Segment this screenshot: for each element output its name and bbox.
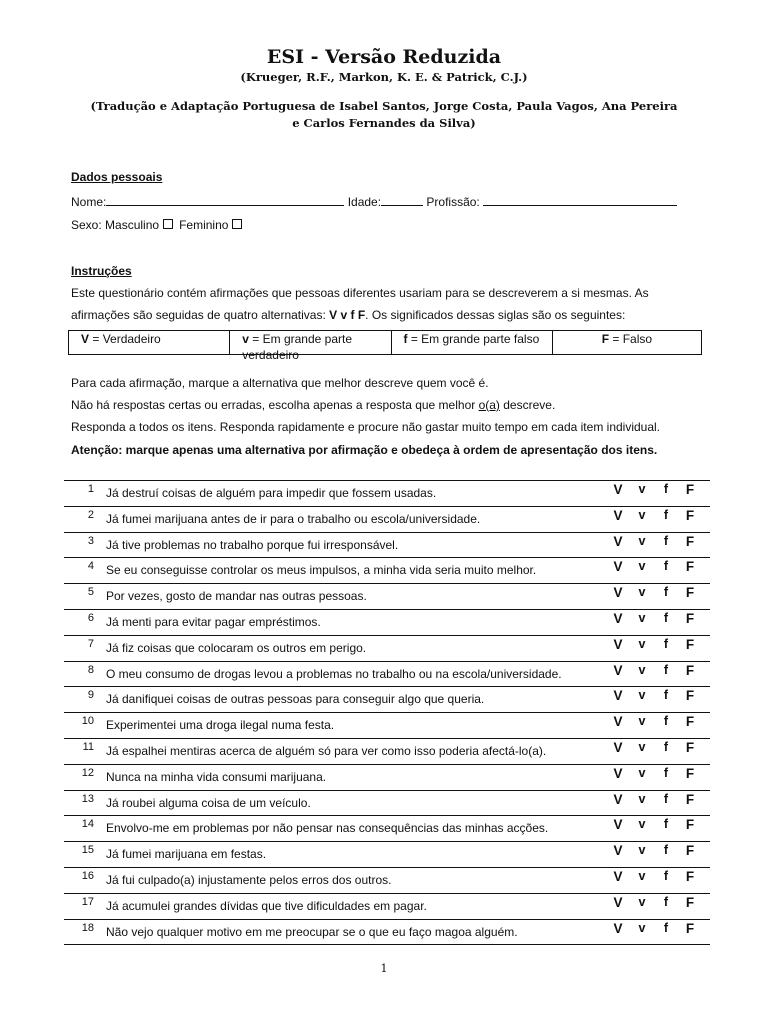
item-row bbox=[64, 713, 710, 739]
instructions-para-2-start: Não há respostas certas ou erradas, escolha apenas a resposta que melhor bbox=[71, 398, 479, 412]
option-V[interactable]: V bbox=[613, 920, 623, 936]
item-statement: O meu consumo de drogas levou a problemas no trabalho ou na escola/universidade. bbox=[106, 666, 562, 681]
item-row bbox=[64, 791, 710, 817]
option-f[interactable]: f bbox=[663, 714, 669, 729]
name-label: Nome: bbox=[71, 195, 107, 209]
item-statement: Por vezes, gosto de mandar nas outras pessoas. bbox=[106, 589, 367, 604]
item-number: 13 bbox=[81, 792, 94, 805]
item-number: 5 bbox=[87, 586, 94, 599]
item-options bbox=[606, 921, 702, 936]
option-f[interactable]: f bbox=[663, 507, 669, 522]
item-number: 11 bbox=[82, 740, 94, 753]
item-statement: Já fiz coisas que colocaram os outros em perigo. bbox=[106, 640, 367, 655]
option-v[interactable]: v bbox=[638, 559, 646, 574]
item-row bbox=[64, 584, 710, 610]
option-V[interactable]: V bbox=[613, 765, 623, 781]
option-F[interactable]: F bbox=[685, 533, 695, 549]
option-f[interactable]: f bbox=[663, 739, 669, 754]
option-f[interactable]: f bbox=[663, 765, 669, 780]
sex-row bbox=[71, 218, 248, 232]
item-statement: Nunca na minha vida consumi marijuana. bbox=[106, 769, 327, 784]
item-statement: Não vejo qualquer motivo em me preocupar se o que eu faço magoa alguém. bbox=[106, 924, 518, 939]
option-F[interactable]: F bbox=[685, 636, 695, 652]
name-age-profession-row bbox=[71, 194, 677, 209]
legend-cell-F bbox=[553, 331, 701, 354]
option-F[interactable]: F bbox=[685, 765, 695, 781]
option-F[interactable]: F bbox=[685, 585, 695, 601]
page-number: 1 bbox=[380, 962, 388, 975]
option-f[interactable]: f bbox=[663, 585, 669, 600]
option-V[interactable]: V bbox=[613, 662, 623, 678]
item-row bbox=[64, 765, 710, 791]
female-checkbox[interactable] bbox=[232, 219, 242, 229]
age-label: Idade: bbox=[347, 195, 382, 209]
option-v[interactable]: v bbox=[638, 610, 646, 625]
option-v[interactable]: v bbox=[638, 533, 646, 548]
item-statement: Já fui culpado(a) injustamente pelos erros dos outros. bbox=[106, 872, 392, 887]
option-v[interactable]: v bbox=[638, 482, 646, 496]
item-statement: Já destruí coisas de alguém para impedir que fossem usadas. bbox=[106, 486, 437, 500]
instructions-line-1: Este questionário contém afirmações que pessoas diferentes usariam para se descreverem a si mesmas. As bbox=[71, 286, 649, 300]
option-F[interactable]: F bbox=[685, 791, 695, 807]
option-f[interactable]: f bbox=[663, 868, 669, 883]
item-number: 6 bbox=[87, 611, 94, 624]
instructions-line-2-start: afirmações são seguidas de quatro alternativas: bbox=[71, 308, 330, 322]
option-f[interactable]: f bbox=[663, 817, 669, 832]
item-number: 16 bbox=[81, 869, 94, 882]
answer-legend bbox=[68, 330, 702, 362]
item-row bbox=[64, 533, 710, 559]
male-checkbox[interactable] bbox=[163, 219, 173, 229]
item-options bbox=[606, 714, 702, 729]
option-v[interactable]: v bbox=[638, 894, 646, 909]
attention-note: Atenção: marque apenas uma alternativa por afirmação e obedeça à ordem de apresentação dos itens. bbox=[71, 443, 658, 457]
option-V[interactable]: V bbox=[613, 533, 623, 549]
item-number: 8 bbox=[87, 663, 94, 676]
item-row bbox=[64, 481, 710, 507]
option-F[interactable]: F bbox=[685, 714, 695, 730]
option-V[interactable]: V bbox=[613, 636, 623, 652]
option-V[interactable]: V bbox=[613, 585, 623, 601]
option-V[interactable]: V bbox=[613, 894, 623, 910]
option-F[interactable]: F bbox=[685, 843, 695, 859]
option-f[interactable]: f bbox=[663, 610, 669, 625]
page-title: ESI - Versão Reduzida bbox=[266, 46, 502, 68]
option-V[interactable]: V bbox=[613, 868, 623, 884]
option-V[interactable]: V bbox=[613, 559, 623, 575]
option-F[interactable]: F bbox=[685, 507, 695, 523]
item-number: 12 bbox=[81, 766, 94, 779]
item-number: 3 bbox=[87, 534, 94, 547]
item-row bbox=[64, 636, 710, 662]
option-V[interactable]: V bbox=[613, 507, 623, 523]
option-V[interactable]: V bbox=[613, 817, 623, 833]
personal-data-heading: Dados pessoais bbox=[71, 170, 163, 184]
legend-key-V: V bbox=[81, 332, 90, 346]
option-V[interactable]: V bbox=[613, 610, 623, 626]
option-F[interactable]: F bbox=[685, 610, 695, 626]
legend-cell-V bbox=[69, 331, 230, 354]
item-options bbox=[606, 611, 702, 626]
item-options bbox=[606, 688, 702, 703]
option-V[interactable]: V bbox=[613, 714, 623, 730]
item-number: 4 bbox=[87, 560, 94, 573]
legend-text-f: = Em grande parte falso bbox=[407, 332, 540, 346]
item-statement: Experimentei uma droga ilegal numa festa. bbox=[106, 718, 335, 733]
item-options bbox=[606, 766, 702, 781]
legend-cell-v bbox=[230, 331, 391, 362]
profession-label: Profissão: bbox=[426, 195, 480, 209]
item-row bbox=[64, 739, 710, 765]
item-row bbox=[64, 507, 710, 533]
item-row bbox=[64, 662, 710, 688]
legend-key-f: f bbox=[403, 332, 408, 346]
option-V[interactable]: V bbox=[613, 739, 623, 755]
option-f[interactable]: f bbox=[663, 688, 669, 703]
item-options bbox=[606, 534, 702, 549]
item-statement: Envolvo-me em problemas por não pensar nas consequências das minhas acções. bbox=[106, 821, 549, 836]
option-F[interactable]: F bbox=[685, 894, 695, 910]
item-row bbox=[64, 868, 710, 894]
item-number: 10 bbox=[81, 715, 94, 728]
option-v[interactable]: v bbox=[638, 765, 646, 780]
profession-field[interactable] bbox=[483, 194, 677, 206]
option-f[interactable]: f bbox=[663, 533, 669, 548]
item-row bbox=[64, 842, 710, 868]
option-V[interactable]: V bbox=[613, 843, 623, 859]
item-options bbox=[606, 792, 702, 807]
instructions-line-2 bbox=[71, 308, 625, 322]
option-f[interactable]: f bbox=[663, 920, 669, 935]
option-v[interactable]: v bbox=[638, 585, 646, 600]
item-row bbox=[64, 894, 710, 920]
authors-line: (Krueger, R.F., Markon, K. E. & Patrick, C.J.) bbox=[240, 70, 528, 84]
option-F[interactable]: F bbox=[685, 920, 695, 936]
item-row bbox=[64, 920, 710, 946]
female-label: Feminino bbox=[179, 218, 229, 232]
item-options bbox=[606, 895, 702, 910]
option-V[interactable]: V bbox=[613, 791, 623, 807]
option-v[interactable]: v bbox=[638, 662, 646, 677]
item-statement: Já menti para evitar pagar empréstimos. bbox=[106, 614, 321, 629]
item-options bbox=[606, 585, 702, 600]
item-options bbox=[606, 817, 702, 832]
option-f[interactable]: f bbox=[663, 559, 669, 574]
option-f[interactable]: f bbox=[663, 791, 669, 806]
option-v[interactable]: v bbox=[638, 714, 646, 729]
instructions-para-2-underlined: o(a) bbox=[478, 398, 500, 412]
item-row bbox=[64, 816, 710, 842]
option-v[interactable]: v bbox=[638, 739, 646, 754]
option-F[interactable]: F bbox=[685, 559, 695, 575]
option-v[interactable]: v bbox=[638, 636, 646, 651]
item-number: 2 bbox=[87, 508, 94, 521]
questionnaire-items bbox=[64, 480, 710, 945]
option-v[interactable]: v bbox=[638, 688, 646, 703]
alternatives-code: V v f F bbox=[329, 308, 366, 322]
legend-text-v: = Em grande parte verdadeiro bbox=[242, 332, 352, 362]
option-f[interactable]: f bbox=[663, 894, 669, 909]
item-row bbox=[64, 558, 710, 584]
item-statement: Já tive problemas no trabalho porque fui irresponsável. bbox=[106, 537, 399, 552]
option-F[interactable]: F bbox=[685, 868, 695, 884]
age-field[interactable] bbox=[381, 194, 423, 206]
option-f[interactable]: f bbox=[663, 482, 669, 496]
item-options bbox=[606, 869, 702, 884]
sex-label: Sexo: bbox=[71, 218, 102, 232]
option-v[interactable]: v bbox=[638, 920, 646, 935]
legend-text-V: = Verdadeiro bbox=[89, 332, 161, 346]
instructions-para-1: Para cada afirmação, marque a alternativa que melhor descreve quem você é. bbox=[71, 376, 489, 390]
legend-key-F: F bbox=[601, 332, 610, 346]
option-F[interactable]: F bbox=[685, 739, 695, 755]
item-statement: Já danifiquei coisas de outras pessoas para conseguir algo que queria. bbox=[106, 692, 485, 707]
item-options bbox=[606, 559, 702, 574]
instructions-line-2-end: . Os significados dessas siglas são os seguintes: bbox=[365, 308, 626, 322]
item-number: 7 bbox=[87, 637, 94, 650]
item-options bbox=[606, 508, 702, 523]
legend-key-v: v bbox=[242, 332, 249, 346]
option-F[interactable]: F bbox=[685, 817, 695, 833]
legend-text-F: = Falso bbox=[609, 332, 653, 346]
item-options bbox=[606, 482, 702, 497]
legend-cell-f bbox=[392, 331, 553, 354]
name-field[interactable] bbox=[106, 194, 344, 206]
option-F[interactable]: F bbox=[685, 482, 695, 497]
item-number: 15 bbox=[81, 844, 94, 857]
option-F[interactable]: F bbox=[685, 662, 695, 678]
option-F[interactable]: F bbox=[685, 688, 695, 704]
item-statement: Já fumei marijuana em festas. bbox=[106, 847, 267, 862]
male-label: Masculino bbox=[105, 218, 160, 232]
item-statement: Se eu conseguisse controlar os meus impulsos, a minha vida seria muito melhor. bbox=[106, 563, 537, 578]
item-row bbox=[64, 610, 710, 636]
option-v[interactable]: v bbox=[638, 843, 646, 858]
item-statement: Já acumulei grandes dívidas que tive dificuldades em pagar. bbox=[106, 898, 427, 913]
item-number: 1 bbox=[87, 483, 94, 495]
item-number: 9 bbox=[87, 689, 94, 702]
item-row bbox=[64, 687, 710, 713]
item-number: 18 bbox=[81, 921, 94, 934]
option-v[interactable]: v bbox=[638, 868, 646, 883]
item-options bbox=[606, 637, 702, 652]
option-f[interactable]: f bbox=[663, 636, 669, 651]
item-statement: Já fumei marijuana antes de ir para o trabalho ou escola/universidade. bbox=[106, 511, 481, 526]
option-f[interactable]: f bbox=[663, 662, 669, 677]
item-statement: Já espalhei mentiras acerca de alguém só para ver como isso poderia afectá-lo(a). bbox=[106, 743, 547, 758]
item-number: 14 bbox=[81, 818, 94, 831]
item-options bbox=[606, 663, 702, 678]
option-v[interactable]: v bbox=[638, 817, 646, 832]
option-v[interactable]: v bbox=[638, 507, 646, 522]
item-options bbox=[606, 843, 702, 858]
item-options bbox=[606, 740, 702, 755]
option-f[interactable]: f bbox=[663, 843, 669, 858]
instructions-para-2 bbox=[71, 398, 555, 412]
option-V[interactable]: V bbox=[613, 688, 623, 704]
translation-credits: (Tradução e Adaptação Portuguesa de Isabel Santos, Jorge Costa, Paula Vagos, Ana Pereira e Carlos Fernandes da Silva) bbox=[90, 99, 678, 130]
item-statement: Já roubei alguma coisa de um veículo. bbox=[106, 795, 311, 810]
instructions-para-2-end: descreve. bbox=[499, 398, 556, 412]
option-v[interactable]: v bbox=[638, 791, 646, 806]
option-V[interactable]: V bbox=[613, 482, 623, 497]
instructions-para-3: Responda a todos os itens. Responda rapidamente e procure não gastar muito tempo em cada item individual. bbox=[71, 420, 661, 434]
item-number: 17 bbox=[81, 895, 94, 908]
instructions-heading: Instruções bbox=[71, 264, 132, 278]
